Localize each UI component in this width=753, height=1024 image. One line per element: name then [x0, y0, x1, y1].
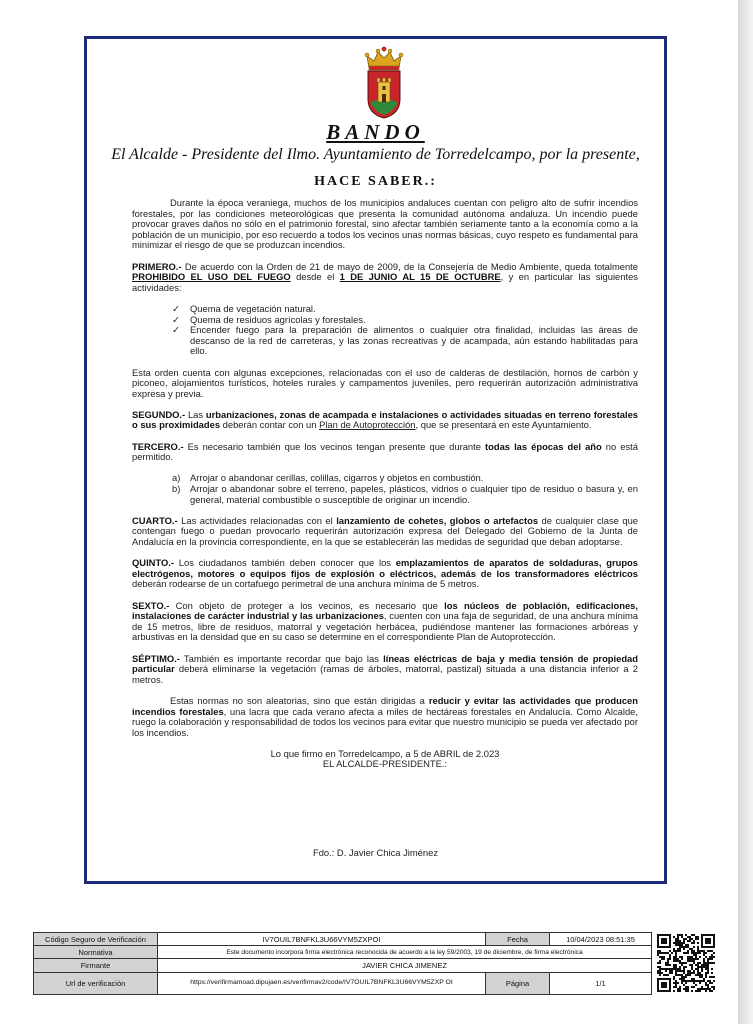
- prohibited-activities-list: [132, 304, 638, 357]
- section-label: TERCERO.-: [132, 440, 184, 452]
- section-label: PRIMERO.-: [132, 260, 182, 272]
- section-label: SEXTO.-: [132, 599, 170, 611]
- verification-url[interactable]: https://verifirmamoad.dipujaen.es/verifirmav2/code/IV7OUIL7BNFKL3U66VYM5ZXP OI: [158, 972, 486, 994]
- cuarto-paragraph: CUARTO.- Las actividades relacionadas con el lanzamiento de cohetes, globos o artefactos de cualquier clase que contengan fuego o puedan provocarlo requerirán autorización expresa del Delegado del Gobierno de la Junta de Andalucía en la provincia correspondiente, en la que se establecerán las medidas de seguridad que deban adoptarse.: [132, 514, 638, 547]
- page-number: 1/1: [550, 972, 652, 994]
- primero-paragraph: PRIMERO.- De acuerdo con la Orden de 21 de mayo de 2009, de la Consejería de Medio Ambiente, queda totalmente PROHIBIDO EL USO DEL FUEGO desde el 1 DE JUNIO AL 15 DE OCTUBRE, y en particular las siguientes actividades:: [132, 260, 638, 293]
- firmante-label: Firmante: [34, 959, 158, 972]
- fire-ban-emphasis: PROHIBIDO EL USO DEL FUEGO: [132, 271, 291, 283]
- section-label: SÉPTIMO.-: [132, 652, 180, 664]
- decree-body: [132, 198, 638, 770]
- date-label: Fecha: [486, 933, 550, 946]
- verification-table: [33, 932, 652, 995]
- table-row: [34, 972, 652, 994]
- list-item: a) Arrojar o abandonar cerillas, colillas, cigarros y objetos en combustión.: [172, 472, 484, 484]
- list-item: ✓ Encender fuego para la preparación de alimentos o cualquier otra finalidad, incluidas las áreas de descanso de la red de carreteras, y las zonas recreativas y de acampada, aún estando habilitadas para ello.: [172, 324, 638, 357]
- firmante-name: JAVIER CHICA JIMENEZ: [158, 959, 652, 972]
- code-label: Código Seguro de Verificación: [34, 933, 158, 946]
- signer-role: EL ALCALDE-PRESIDENTE.:: [322, 758, 448, 770]
- quinto-paragraph: QUINTO.- Los ciudadanos también deben conocer que los emplazamientos de aparatos de soldaduras, grupos electrógenos, motores o equipos fijos de explosión o eléctricos, además de los transformadores eléctricos deberán rodearse de un cortafuego perimetral de una anchura mínima de 5 metros.: [132, 557, 638, 590]
- tercero-paragraph: TERCERO.- Es necesario también que los vecinos tengan presente que durante todas las épocas del año no está permitido.: [132, 440, 639, 463]
- checkmark-icon: ✓: [172, 324, 180, 336]
- intro-paragraph: Durante la época veraniega, muchos de los municipios andaluces cuentan con peligro alto de sufrir incendios forestales, por las condiciones meteorológicas que presenta la comunidad autónoma andaluza. Un incendio puede provocar graves daños no sólo en el patrimonio forestal, sino afectar también seriamente tanto a la economía como a la población de un municipio, por eso recuerdo a todos los vecinos unas normas básicas, cuyo respeto es fundamental para minimizar el riesgo de que se produzcan incendios.: [132, 197, 638, 251]
- table-row: [34, 933, 652, 946]
- list-item: ✓ Quema de vegetación natural.: [172, 302, 316, 314]
- checkmark-icon: ✓: [172, 313, 180, 325]
- section-label: CUARTO.-: [132, 514, 178, 526]
- page-label: Página: [486, 972, 550, 994]
- year-round-prohibitions-list: [132, 473, 638, 505]
- place-date: Lo que firmo en Torredelcampo, a 5 de ABRIL de 2.023: [270, 747, 500, 759]
- ban-period-emphasis: 1 DE JUNIO AL 15 DE OCTUBRE: [339, 271, 501, 283]
- exceptions-paragraph: Esta orden cuenta con algunas excepciones, relacionadas con el uso de calderas de destilación, hornos de carbón y piconeo, alojamientos turísticos, hoteles rurales y campamentos juveniles, pero requerirán autorización administrativa expresa y previa.: [132, 366, 638, 399]
- table-row: [34, 959, 652, 972]
- normativa-label: Normativa: [34, 946, 158, 959]
- list-item: b) Arrojar o abandonar sobre el terreno, papeles, plásticos, vidrios o cualquier tipo de residuo o basura y, en general, material combustible o susceptible de originar un incendio.: [172, 483, 638, 505]
- decree-title: BANDO: [326, 120, 425, 144]
- segundo-paragraph: SEGUNDO.- Las urbanizaciones, zonas de acampada e instalaciones o actividades situadas en terreno forestales o sus proximidades deberán contar con un Plan de Autoprotección, que se presentará en este Ayuntamiento.: [132, 408, 639, 431]
- closing-paragraph: Estas normas no son aleatorias, sino que están dirigidas a reducir y evitar las actividades que producen incendios forestales, una lacra que cada verano afecta a miles de hectáreas forestales en Andalucía. Como Alcalde, ruego la colaboración y responsabilidad de todos los vecinos para evitar que nuestro municipio se pueda ver afectado por los incendios.: [132, 694, 639, 738]
- hace-saber-heading: HACE SABER.:: [314, 174, 437, 189]
- url-label: Url de verificación: [34, 972, 158, 994]
- sexto-paragraph: SEXTO.- Con objeto de proteger a los vecinos, es necesario que los núcleos de población, edificaciones, instalaciones de carácter industrial y las urbanizaciones, cuenten con una faja de seguridad, de una anchura mínima de 15 metros, libre de residuos, matorral y vegetación herbácea, pudiéndose mantener las formaciones arbóreas y arbustivas en la densidad que en su caso se determine en el correspondiente Plan de Autoprotección.: [132, 599, 638, 643]
- checkmark-icon: ✓: [172, 302, 180, 314]
- signature-date: 10/04/2023 08:51:35: [550, 933, 652, 946]
- verification-code: IV7OUIL7BNFKL3U66VYM5ZXPOI: [158, 933, 486, 946]
- section-label: SEGUNDO.-: [132, 408, 186, 420]
- decree-subtitle: El Alcalde - Presidente del Ilmo. Ayuntamiento de Torredelcampo, por la presente,: [111, 146, 640, 163]
- normativa-text: Este documento incorpora firma electrónica reconocida de acuerdo a la ley 59/2003, 19 de diciembre, de firma electrónica: [158, 946, 652, 959]
- table-row: [34, 946, 652, 959]
- page-edge-shadow: [738, 0, 753, 1024]
- septimo-paragraph: SÉPTIMO.- También es importante recordar que bajo las líneas eléctricas de baja y media tensión de propiedad particular deberá eliminarse la vegetación (ramas de árboles, matorral, pastizal) situada a una distancia inferior a 2 metros.: [132, 652, 639, 685]
- section-label: QUINTO.-: [132, 557, 175, 569]
- list-item: ✓ Quema de residuos agrícolas y forestales.: [172, 313, 366, 325]
- coat-of-arms-icon: [363, 44, 405, 120]
- qr-code-icon: [657, 934, 715, 992]
- signer-name: Fdo.: D. Javier Chica Jiménez: [312, 847, 439, 858]
